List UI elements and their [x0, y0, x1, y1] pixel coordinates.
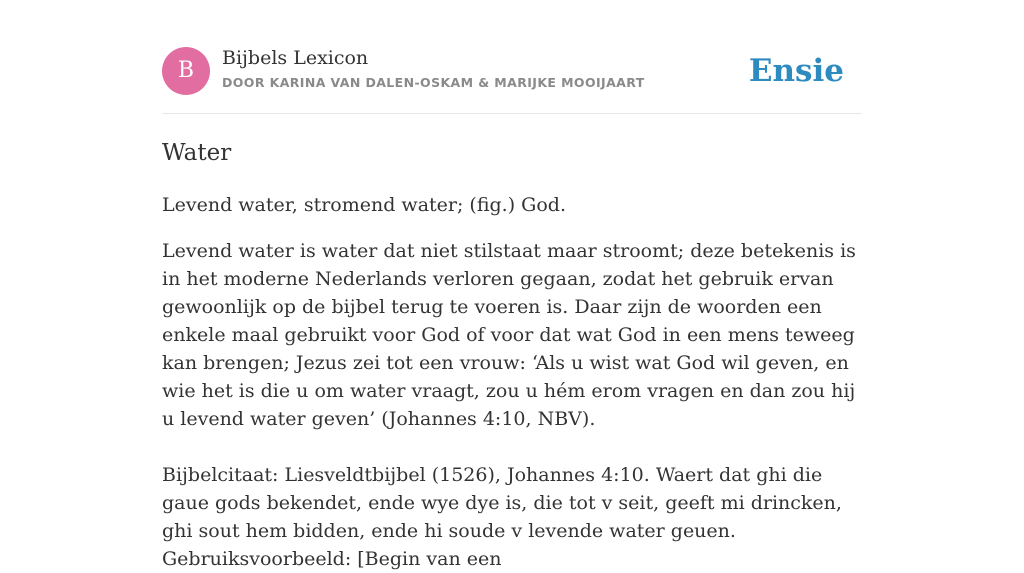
lexicon-authors: DOOR KARINA VAN DALEN-OSKAM & MARIJKE MOOIJAART [222, 75, 645, 90]
ensie-logo[interactable]: Ensie [748, 53, 844, 89]
entry-quote: Bijbelcitaat: Liesveldtbijbel (1526), Johannes 4:10. Waert dat ghi die gaue gods bekendet, ende wye dye is, die tot v seit, geeft mi drincken, ghi sout hem bidden, ende hi soude v levende water geuen. Gebruiksvoorbeeld: [Begin van een [162, 464, 842, 570]
entry-article [162, 137, 862, 573]
lexicon-header [162, 47, 862, 95]
lexicon-title-link[interactable]: Bijbels Lexicon [222, 47, 369, 69]
entry-body: Levend water is water dat niet stilstaat maar stroomt; deze betekenis is in het moderne Nederlands verloren gegaan, zodat het gebruik ervan gewoonlijk op de bijbel terug te voeren is. Daar zijn de woorden een enkele maal gebruikt voor God of voor dat wat God in een mens teweeg kan brengen; Jezus zei tot een vrouw: ‘Als u wist wat God wil geven, en wie het is die u om water vraagt, zou u hém erom vragen en dan zou hij u levend water geven’ (Johannes 4:10, NBV). [162, 240, 856, 430]
entry-summary: Levend water, stromend water; (fig.) God. [162, 194, 566, 216]
header-divider [162, 113, 862, 114]
entry-title: Water [162, 140, 232, 166]
lexicon-avatar[interactable]: B [162, 47, 210, 95]
